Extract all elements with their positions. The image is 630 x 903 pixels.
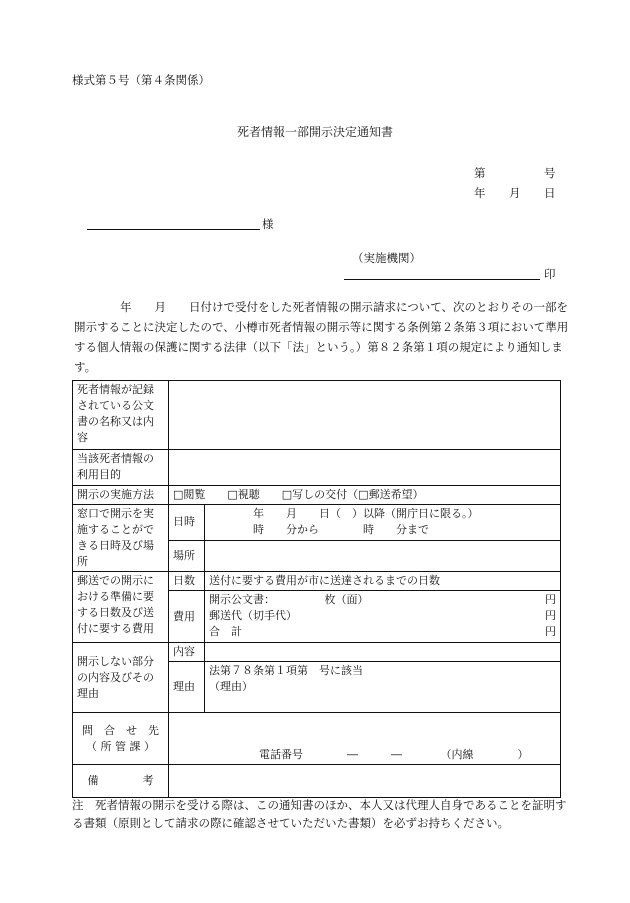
r5-hiyou: 費用: [169, 591, 205, 643]
r1-value: [169, 381, 561, 450]
r5-nissu: 日数: [169, 572, 205, 591]
r7-label-2: （ 所 管 課 ）: [86, 739, 155, 753]
r4-line1: 年 月 日（ ）以降（開庁日に限る。）: [253, 507, 479, 520]
date-day: 日: [544, 186, 556, 200]
form-number: 様式第５号（第４条関係）: [72, 73, 210, 87]
r3-label: 開示の実施方法: [73, 486, 169, 505]
addressee-sama: 様: [262, 217, 274, 231]
yen-2: 円: [545, 609, 556, 622]
r4-nichiji: 日時: [169, 505, 205, 541]
agency-label: （実施機関）: [352, 251, 421, 265]
body-text: 年 月 日付けで受付をした死者情報の開示請求について、次のとおりその一部を開示することに決定したので、小樽市死者情報の開示等に関する条例第２条第３項において準用する個人情報の保護に関する法律（以下「法」という。）第８２条第１項の規定により通知します。: [74, 300, 569, 374]
r6-label: 開示しない部分の内容及びその理由: [73, 643, 169, 713]
r6-riyuu-line2: （理由）: [209, 680, 253, 693]
r7-label-1: 問 合 せ 先: [82, 723, 159, 737]
date-year: 年: [474, 186, 486, 200]
doc-number-dai: 第: [474, 166, 486, 180]
r7-label: [73, 713, 169, 765]
seal-mark: 印: [544, 267, 556, 281]
yen-3: 円: [545, 625, 556, 638]
r2-label: 当該死者情報の利用目的: [73, 450, 169, 486]
r5-cost3: 合 計: [209, 625, 242, 638]
document-title: 死者情報一部開示決定通知書: [236, 125, 393, 139]
date-month: 月: [509, 186, 521, 200]
r4-place-value: [205, 540, 561, 571]
r5-cost2: 郵送代（切手代）: [209, 609, 297, 622]
disclosure-table: [72, 380, 561, 798]
doc-number-go: 号: [544, 166, 556, 180]
r5-cost1: 開示公文書： 枚（面）: [209, 593, 369, 606]
r6-riyuu-value: [205, 662, 561, 713]
addressee-line: [87, 229, 260, 230]
r5-nissu-text: 送付に要する費用が市に送達されるまでの日数: [205, 572, 561, 591]
r5-label: 郵送での開示における準備に要する日数及び送付に要する費用: [73, 572, 169, 643]
r6-naiyou-value: [205, 643, 561, 662]
r6-riyuu-line1: 法第７８条第１項第 号に該当: [209, 664, 363, 677]
agency-line: [344, 279, 540, 280]
r8-label: 備 考: [73, 765, 169, 798]
r1-label: 死者情報が記録されている公文書の名称又は内容: [73, 381, 169, 450]
r3-options: □閲覧 □視聴 □写しの交付（□郵送希望）: [169, 486, 561, 505]
r6-riyuu: 理由: [169, 662, 205, 713]
footnote: 注 死者情報の開示を受ける際は、この通知書のほか、本人又は代理人自身であることを証明する書類（原則として請求の際に確認させていただいた書類）を必ずお持ちください。: [72, 798, 567, 830]
r4-label: 窓口で開示を実施することができる日時及び場所: [73, 505, 169, 572]
r4-datetime: [205, 505, 561, 541]
r8-value: [169, 765, 561, 798]
r6-naiyou: 内容: [169, 643, 205, 662]
r2-value: [169, 450, 561, 486]
yen-1: 円: [545, 593, 556, 606]
r7-tel: 電話番号 ― ― （内線 ）: [169, 713, 561, 765]
r4-basho: 場所: [169, 540, 205, 571]
r4-line2: 時 分から 時 分まで: [253, 523, 429, 536]
r5-costs: [205, 591, 561, 643]
